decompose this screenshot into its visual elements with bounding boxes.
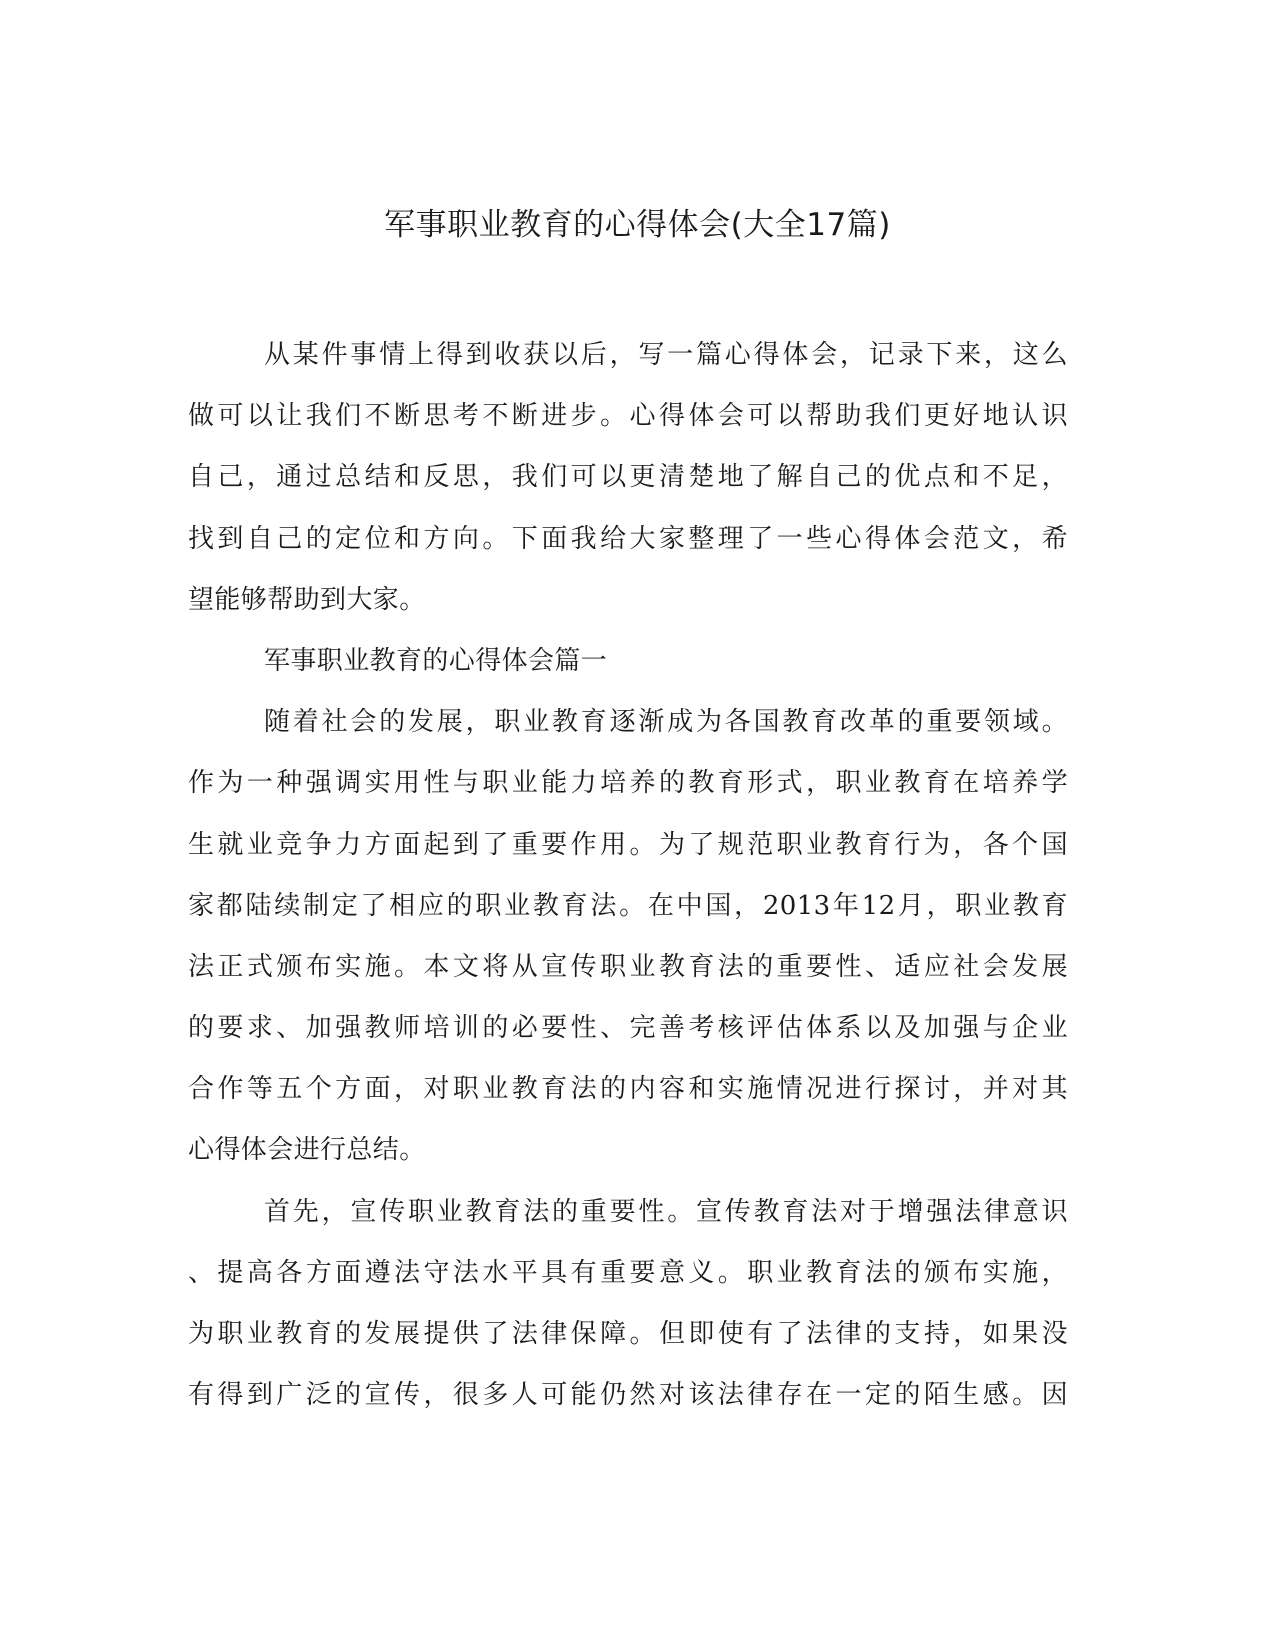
paragraph-line: 找到自己的定位和方向。下面我给大家整理了一些心得体会范文，希 [188, 523, 1068, 554]
paragraph-line: 心得体会进行总结。 [188, 1135, 426, 1166]
document-body [188, 325, 1068, 1426]
paragraph-line: 从某件事情上得到收获以后，写一篇心得体会，记录下来，这么 [264, 340, 1068, 370]
paragraph-line: 随着社会的发展，职业教育逐渐成为各国教育改革的重要领域。 [264, 707, 1068, 738]
paragraph-line: 为职业教育的发展提供了法律保障。但即使有了法律的支持，如果没 [188, 1319, 1068, 1349]
paragraph-line: 有得到广泛的宣传，很多人可能仍然对该法律存在一定的陌生感。因 [188, 1380, 1068, 1411]
paragraph-line: 、提高各方面遵法守法水平具有重要意义。职业教育法的颁布实施， [188, 1257, 1068, 1288]
paragraph-line: 自己，通过总结和反思，我们可以更清楚地了解自己的优点和不足， [188, 462, 1068, 493]
paragraph-line: 合作等五个方面，对职业教育法的内容和实施情况进行探讨，并对其 [188, 1074, 1068, 1105]
paragraph-line: 家都陆续制定了相应的职业教育法。在中国，2013年12月，职业教育 [188, 890, 1068, 921]
paragraph-line: 法正式颁布实施。本文将从宣传职业教育法的重要性、适应社会发展 [188, 951, 1068, 982]
section-heading: 军事职业教育的心得体会篇一 [264, 645, 608, 676]
paragraph-line: 做可以让我们不断思考不断进步。心得体会可以帮助我们更好地认识 [188, 401, 1068, 432]
paragraph-line: 望能够帮助到大家。 [188, 584, 426, 615]
paragraph-line: 作为一种强调实用性与职业能力培养的教育形式，职业教育在培养学 [188, 768, 1068, 799]
document-title: 军事职业教育的心得体会(大全17篇) [384, 207, 891, 243]
paragraph-line: 首先，宣传职业教育法的重要性。宣传教育法对于增强法律意识 [264, 1196, 1068, 1227]
paragraph-line: 的要求、加强教师培训的必要性、完善考核评估体系以及加强与企业 [188, 1013, 1068, 1044]
paragraph-line: 生就业竞争力方面起到了重要作用。为了规范职业教育行为，各个国 [188, 829, 1068, 860]
